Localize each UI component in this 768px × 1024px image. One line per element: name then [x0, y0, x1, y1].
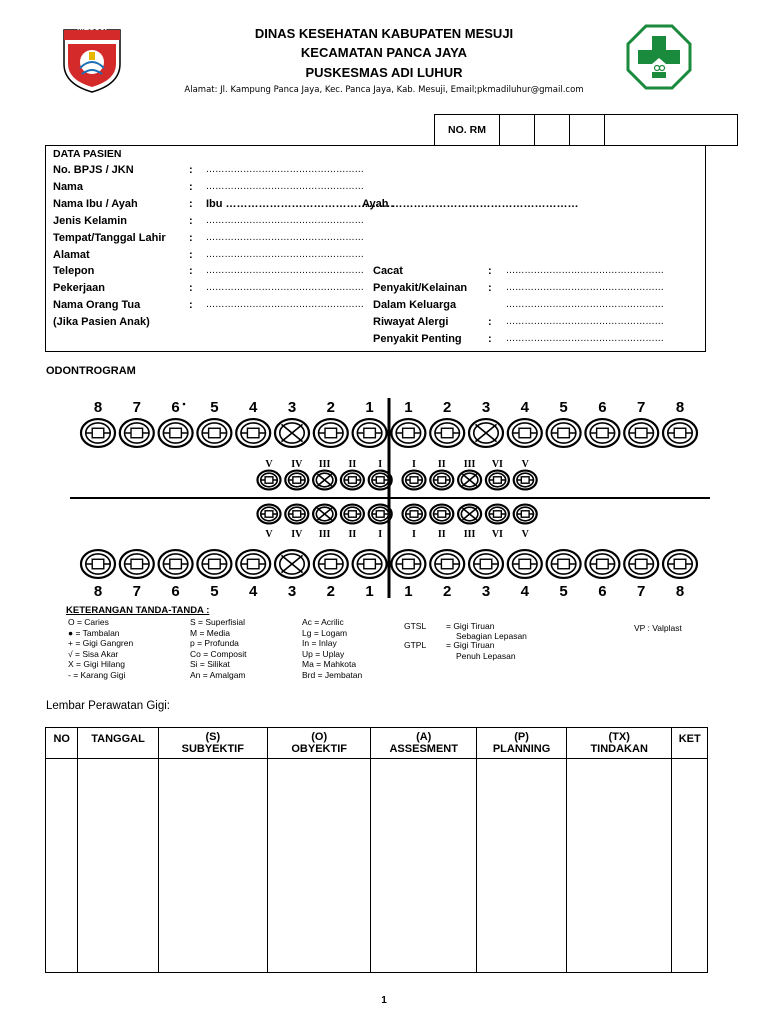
- care-header-line-2: OBYEKTIF: [291, 743, 347, 755]
- patient-field-input[interactable]: ……………………………………………: [206, 181, 365, 192]
- patient-field-input[interactable]: ……………………………………………: [206, 215, 365, 226]
- legend-item: ● = Tambalan: [68, 627, 120, 638]
- care-header-line-1: KET: [678, 733, 701, 745]
- legend-gtsl-code: GTSL: [404, 621, 427, 631]
- patient-field-colon: :: [488, 333, 492, 345]
- tooth-surface: [521, 511, 529, 517]
- legend-col-3: [302, 617, 362, 680]
- legend-item: An = Amalgam: [190, 669, 246, 680]
- patient-field-label: Pekerjaan: [53, 282, 105, 295]
- header-line-2: KECAMATAN PANCA JAYA: [300, 45, 468, 60]
- tooth-primary-lower[interactable]: [258, 505, 281, 524]
- tooth-surface: [325, 428, 337, 437]
- rm-box-2[interactable]: [535, 115, 570, 146]
- tooth-permanent-upper[interactable]: [469, 419, 503, 447]
- tooth-surface: [558, 428, 570, 437]
- tooth-number: 8: [93, 399, 103, 416]
- tooth-surface: [674, 428, 686, 437]
- tooth-number: 6: [598, 583, 607, 600]
- primary-tooth-numeral: III: [463, 459, 476, 470]
- patient-field-label: Jenis Kelamin: [53, 214, 127, 227]
- care-column-header: [567, 728, 672, 759]
- tooth-number: 1: [404, 583, 413, 600]
- tooth-permanent-lower[interactable]: [275, 550, 309, 578]
- patient-field-input[interactable]: ……………………………………………: [206, 266, 365, 277]
- tooth-surface: [597, 428, 609, 437]
- tooth-primary-upper[interactable]: [285, 471, 308, 490]
- tooth-number: 4: [520, 399, 529, 416]
- patient-field-colon: :: [488, 265, 492, 278]
- care-header-line-1: (S): [205, 731, 221, 743]
- tooth-primary-upper[interactable]: [430, 471, 453, 490]
- tooth-permanent-lower[interactable]: [120, 550, 154, 578]
- tooth-permanent-upper[interactable]: [508, 419, 542, 447]
- tooth-number: 2: [443, 399, 452, 416]
- tooth-number: 2: [326, 399, 335, 416]
- patient-field-label: (Jika Pasien Anak): [53, 316, 150, 329]
- tooth-permanent-lower[interactable]: [159, 550, 193, 578]
- tooth-permanent-upper[interactable]: [391, 419, 425, 447]
- tooth-surface: [493, 511, 501, 517]
- tooth-primary-lower[interactable]: [514, 505, 537, 524]
- tooth-surface: [635, 559, 647, 568]
- legend-gtsl-desc-1: = Gigi Tiruan: [446, 621, 495, 631]
- tooth-primary-upper[interactable]: [403, 471, 426, 490]
- tooth-surface: [558, 559, 570, 568]
- patient-field-label: Alamat: [53, 248, 90, 261]
- tooth-number: 8: [675, 583, 685, 600]
- care-header-line-1: (O): [311, 731, 328, 743]
- patient-field-input[interactable]: ……………………………………………: [206, 249, 365, 260]
- care-cell[interactable]: [78, 759, 158, 973]
- primary-tooth-numeral: II: [348, 529, 357, 540]
- logo-title: MESUJI: [77, 23, 107, 32]
- tooth-number: 4: [249, 399, 258, 416]
- primary-tooth-numeral: I: [412, 529, 416, 540]
- patient-field-label: No. BPJS / JKN: [53, 164, 134, 176]
- rm-label: NO. RM: [435, 115, 500, 146]
- tooth-permanent-lower[interactable]: [508, 550, 542, 578]
- legend-item: M = Media: [190, 627, 230, 638]
- care-header-line-2: TINDAKAN: [590, 743, 648, 755]
- legend-item: - = Karang Gigi: [68, 669, 126, 680]
- tooth-number: 7: [637, 583, 646, 600]
- primary-tooth-numeral: V: [265, 459, 273, 470]
- patient-field-colon: :: [189, 180, 193, 193]
- patient-field-colon: :: [488, 316, 492, 329]
- tooth-permanent-upper[interactable]: [430, 419, 464, 447]
- tooth-number: 1: [365, 583, 374, 600]
- patient-field-label: Penyakit/Kelainan: [373, 282, 468, 295]
- care-header-line-2: SUBYEKTIF: [181, 743, 244, 755]
- patient-field-input[interactable]: ……………………………………………: [506, 266, 665, 277]
- primary-tooth-numeral: II: [437, 529, 446, 540]
- legend-item: Si = Silikat: [190, 659, 230, 669]
- tooth-surface: [441, 559, 453, 568]
- tooth-surface: [348, 511, 356, 517]
- tooth-permanent-upper[interactable]: [197, 419, 231, 447]
- tooth-surface: [293, 477, 301, 483]
- care-cell[interactable]: [371, 759, 477, 973]
- tooth-number: 1: [404, 399, 413, 416]
- tooth-surface: [247, 559, 259, 568]
- tooth-number: 8: [675, 399, 685, 416]
- legend-vp: VP : Valplast: [634, 623, 682, 633]
- tooth-surface: [170, 428, 182, 437]
- tooth-primary-upper[interactable]: [341, 471, 364, 490]
- patient-field-label: Dalam Keluarga: [373, 299, 457, 312]
- primary-tooth-numeral: II: [437, 459, 446, 470]
- tooth-permanent-upper[interactable]: [624, 419, 658, 447]
- care-header-line-2: PLANNING: [492, 743, 551, 755]
- patient-field-label: Nama: [53, 180, 83, 193]
- care-column-header: [672, 728, 708, 759]
- tooth-surface: [519, 428, 531, 437]
- tooth-permanent-lower[interactable]: [663, 550, 697, 578]
- tooth-number: 3: [287, 399, 297, 416]
- tooth-number: 5: [210, 583, 219, 600]
- tooth-surface: [410, 477, 418, 483]
- patient-field-colon: :: [189, 282, 193, 295]
- tooth-primary-upper[interactable]: [514, 471, 537, 490]
- tooth-permanent-upper[interactable]: [585, 419, 619, 447]
- legend-gtpl-desc-2: Penuh Lepasan: [456, 651, 516, 661]
- tooth-surface: [597, 559, 609, 568]
- tooth-permanent-upper[interactable]: [159, 419, 193, 447]
- father-name-field[interactable]: Ayah ……………………………………………: [362, 197, 579, 210]
- tooth-surface: [265, 511, 273, 517]
- care-column-header: [46, 728, 78, 759]
- patient-field-colon: :: [189, 265, 193, 278]
- tooth-primary-upper[interactable]: [486, 471, 509, 490]
- care-header-line-1: (P): [514, 731, 529, 743]
- legend-gtpl-code: GTPL: [404, 640, 427, 650]
- patient-field-input[interactable]: ……………………………………………: [506, 300, 665, 311]
- care-cell[interactable]: [672, 759, 708, 973]
- legend-item: X = Gigi Hilang: [68, 659, 125, 669]
- patient-field-colon: :: [189, 164, 193, 176]
- patient-section-title: DATA PASIEN: [53, 148, 122, 160]
- tooth-primary-upper[interactable]: [258, 471, 281, 490]
- legend-item: Up = Uplay: [302, 648, 345, 659]
- tooth-surface: [376, 477, 384, 483]
- patient-field-colon: :: [189, 214, 193, 227]
- tooth-number: 5: [559, 399, 568, 416]
- primary-tooth-numeral: III: [318, 529, 331, 540]
- patient-field-colon: :: [189, 197, 193, 210]
- tooth-primary-upper[interactable]: [313, 471, 336, 490]
- patient-field-label: Riwayat Alergi: [373, 316, 449, 329]
- tooth-permanent-lower[interactable]: [624, 550, 658, 578]
- tooth-permanent-lower[interactable]: [547, 550, 581, 578]
- legend-item: p = Profunda: [190, 638, 239, 648]
- patient-field-label: Penyakit Penting: [373, 333, 462, 345]
- legend-gtsl-desc-2: Sebagian Lepasan: [456, 631, 527, 641]
- patient-field-input[interactable]: ……………………………………………: [506, 334, 665, 344]
- tooth-number: 2: [326, 583, 335, 600]
- tooth-surface: [293, 511, 301, 517]
- tooth-surface: [364, 428, 376, 437]
- tooth-surface: [635, 428, 647, 437]
- patient-field-colon: :: [189, 248, 193, 261]
- tooth-number: 5: [559, 583, 568, 600]
- tooth-surface: [325, 559, 337, 568]
- tooth-surface: [480, 559, 492, 568]
- tooth-surface: [209, 559, 221, 568]
- patient-field-input[interactable]: ……………………………………………: [506, 317, 665, 328]
- patient-field-label: Cacat: [373, 265, 403, 278]
- primary-tooth-numeral: II: [348, 459, 357, 470]
- header-line-3: PUSKESMAS ADI LUHUR: [305, 65, 463, 80]
- header-line-1: DINAS KESEHATAN KABUPATEN MESUJI: [254, 26, 514, 41]
- tooth-number: 1: [365, 399, 374, 416]
- patient-field-colon: :: [189, 299, 193, 312]
- tooth-number: 4: [520, 583, 529, 600]
- legend-item: S = Superfisial: [190, 617, 246, 627]
- patient-field-input[interactable]: ……………………………………………: [206, 165, 365, 175]
- puskesmas-logo: [626, 24, 692, 90]
- tooth-surface: [247, 428, 259, 437]
- tooth-surface: [441, 428, 453, 437]
- tooth-surface: [131, 559, 143, 568]
- primary-tooth-numeral: V: [521, 459, 529, 470]
- medical-record-number-table: [434, 114, 738, 146]
- care-cell[interactable]: [267, 759, 370, 973]
- tooth-number: 2: [443, 583, 452, 600]
- tooth-number: 6: [171, 583, 180, 600]
- tooth-primary-upper[interactable]: [458, 471, 481, 490]
- tooth-permanent-lower[interactable]: [197, 550, 231, 578]
- primary-tooth-numeral: I: [412, 459, 416, 470]
- legend-item: Co = Composit: [190, 648, 247, 659]
- tooth-number: 7: [132, 399, 141, 416]
- care-header-line-1: (A): [416, 731, 432, 743]
- care-column-header: [371, 728, 477, 759]
- patient-field-input[interactable]: ……………………………………………: [206, 283, 365, 294]
- tooth-surface: [348, 477, 356, 483]
- patient-field-label: Telepon: [53, 265, 95, 278]
- tooth-permanent-lower[interactable]: [314, 550, 348, 578]
- legend-item: Lg = Logam: [302, 627, 348, 638]
- care-header-line-2: ASSESMENT: [389, 743, 458, 755]
- tooth-permanent-upper[interactable]: [236, 419, 270, 447]
- page-number: 1: [381, 995, 387, 1006]
- legend-item: + = Gigi Gangren: [68, 638, 134, 648]
- care-cell[interactable]: [477, 759, 567, 973]
- tooth-surface: [438, 477, 446, 483]
- tooth-surface: [403, 428, 415, 437]
- legend-item: √ = Sisa Akar: [68, 648, 119, 659]
- tooth-primary-lower[interactable]: [403, 505, 426, 524]
- tooth-surface: [438, 511, 446, 517]
- tooth-number: 3: [481, 583, 491, 600]
- tooth-number: 6: [171, 399, 180, 416]
- legend-item: O = Caries: [68, 617, 109, 627]
- primary-tooth-numeral: I: [378, 529, 383, 540]
- tooth-surface: [410, 511, 418, 517]
- patient-field-label: Nama Ibu / Ayah: [53, 197, 138, 210]
- legend-item: Ac = Acrilic: [302, 617, 344, 627]
- tooth-surface: [364, 559, 376, 568]
- primary-tooth-numeral: III: [318, 459, 331, 470]
- header-address: Alamat: Jl. Kampung Panca Jaya, Kec. Panca Jaya, Kab. Mesuji, Email;pkmadiluhur@gmail.com: [184, 85, 584, 95]
- legend-item: Ma = Mahkota: [302, 659, 357, 669]
- tooth-permanent-lower[interactable]: [391, 550, 425, 578]
- tooth-permanent-upper[interactable]: [547, 419, 581, 447]
- care-sheet-title: Lembar Perawatan Gigi:: [46, 700, 171, 712]
- tooth-primary-lower[interactable]: [458, 505, 481, 524]
- tooth-surface: [674, 559, 686, 568]
- tooth-surface: [376, 511, 384, 517]
- tooth-permanent-lower[interactable]: [585, 550, 619, 578]
- primary-tooth-numeral: IV: [291, 459, 303, 470]
- primary-tooth-numeral: VI: [491, 459, 503, 470]
- primary-tooth-numeral: I: [378, 459, 383, 470]
- tooth-number: 7: [637, 399, 646, 416]
- tooth-permanent-lower[interactable]: [81, 550, 115, 578]
- tooth-permanent-lower[interactable]: [353, 550, 387, 578]
- primary-tooth-numeral: IV: [291, 529, 303, 540]
- tooth-permanent-lower[interactable]: [236, 550, 270, 578]
- tooth-primary-lower[interactable]: [341, 505, 364, 524]
- patient-field-colon: :: [488, 282, 492, 295]
- care-column-header: [267, 728, 370, 759]
- primary-tooth-numeral: VI: [491, 529, 503, 540]
- rm-box-1[interactable]: [500, 115, 535, 146]
- tooth-number: 3: [481, 399, 491, 416]
- tooth-surface: [519, 559, 531, 568]
- legend-col-1: [68, 617, 133, 680]
- tooth-permanent-lower[interactable]: [430, 550, 464, 578]
- patient-field-input[interactable]: ……………………………………………: [206, 232, 365, 243]
- care-column-header: [158, 728, 267, 759]
- rm-box-4[interactable]: [605, 115, 738, 146]
- tooth-number: 5: [210, 399, 219, 416]
- tooth-surface: [521, 477, 529, 483]
- care-header-line-1: NO: [53, 733, 70, 745]
- care-header-line-1: TANGGAL: [91, 733, 145, 745]
- tooth-surface: [92, 559, 104, 568]
- tooth-surface: [170, 559, 182, 568]
- tooth-surface: [131, 428, 143, 437]
- rm-box-3[interactable]: [570, 115, 605, 146]
- tooth-surface: [403, 559, 415, 568]
- tooth-number: 3: [287, 583, 297, 600]
- care-header-line-1: (TX): [608, 731, 630, 743]
- patient-field-input[interactable]: ……………………………………………: [506, 283, 665, 294]
- care-cell[interactable]: [46, 759, 78, 973]
- primary-tooth-numeral: III: [463, 529, 476, 540]
- tooth-primary-lower[interactable]: [313, 505, 336, 524]
- tooth-permanent-upper[interactable]: [314, 419, 348, 447]
- legend-item: Brd = Jembatan: [302, 669, 363, 680]
- patient-field-label: Tempat/Tanggal Lahir: [53, 231, 166, 244]
- legend-item: In = Inlay: [302, 638, 337, 648]
- tooth-surface: [209, 428, 221, 437]
- tooth-permanent-upper[interactable]: [275, 419, 309, 447]
- patient-field-label: Nama Orang Tua: [53, 299, 141, 312]
- tooth-number: 4: [249, 583, 258, 600]
- tooth-surface: [493, 477, 501, 483]
- stray-mark: [183, 403, 186, 406]
- mother-name-field[interactable]: Ibu ……………………………………….: [206, 197, 394, 210]
- tooth-primary-lower[interactable]: [486, 505, 509, 524]
- care-column-header: [78, 728, 158, 759]
- tooth-permanent-upper[interactable]: [663, 419, 697, 447]
- tooth-primary-lower[interactable]: [430, 505, 453, 524]
- tooth-permanent-upper[interactable]: [353, 419, 387, 447]
- tooth-number: 8: [93, 583, 103, 600]
- tooth-number: 6: [598, 399, 607, 416]
- tooth-surface: [92, 428, 104, 437]
- tooth-surface: [265, 477, 273, 483]
- patient-field-input[interactable]: ……………………………………………: [206, 300, 365, 311]
- odontogram-chart[interactable]: [0, 392, 768, 602]
- odontogram-title: ODONTROGRAM: [46, 365, 136, 377]
- care-column-header: [477, 728, 567, 759]
- tooth-number: 7: [132, 583, 141, 600]
- tooth-primary-lower[interactable]: [285, 505, 308, 524]
- patient-field-colon: :: [189, 231, 193, 244]
- care-table: [45, 727, 708, 973]
- legend-title: KETERANGAN TANDA-TANDA :: [66, 605, 210, 616]
- primary-tooth-numeral: V: [265, 529, 273, 540]
- care-cell[interactable]: [158, 759, 267, 973]
- tooth-permanent-lower[interactable]: [469, 550, 503, 578]
- primary-tooth-numeral: V: [521, 529, 529, 540]
- care-cell[interactable]: [567, 759, 672, 973]
- legend-col-2: [190, 617, 246, 680]
- tooth-permanent-upper[interactable]: [120, 419, 154, 447]
- legend-gtpl-desc-1: = Gigi Tiruan: [446, 640, 495, 650]
- tooth-permanent-upper[interactable]: [81, 419, 115, 447]
